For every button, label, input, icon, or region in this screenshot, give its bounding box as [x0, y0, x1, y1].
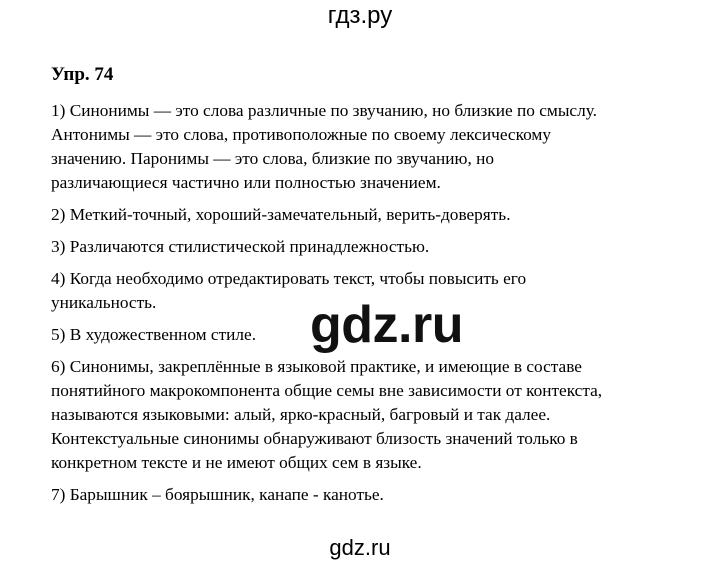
answer-7 [51, 483, 701, 507]
answer-3 [51, 235, 701, 259]
answer-line: 1) Синонимы — это слова различные по звучанию, но близкие по смыслу. [51, 101, 597, 120]
watermark-middle: gdz.ru [310, 296, 463, 354]
answer-line: уникальность. [51, 293, 157, 312]
answer-2 [51, 203, 701, 227]
answer-line: 3) Различаются стилистической принадлежностью. [51, 237, 430, 256]
answer-line: 6) Синонимы, закреплённые в языковой практике, и имеющие в составе [51, 357, 582, 376]
answer-line: 4) Когда необходимо отредактировать текст, чтобы повысить его [51, 269, 527, 288]
exercise-title: Упр. 74 [51, 64, 114, 85]
answer-line: 2) Меткий-точный, хороший-замечательный, верить-доверять. [51, 205, 511, 224]
answer-line: называются языковыми: алый, ярко-красный, багровый и так далее. [51, 405, 551, 424]
answer-1 [51, 99, 701, 195]
answer-6 [51, 355, 701, 475]
answer-line: Антонимы — это слова, противоположные по своему лексическому [51, 125, 551, 144]
answer-line: 7) Барышник – боярышник, канапе - канотье. [51, 485, 384, 504]
answer-line: Контекстуальные синонимы обнаруживают близость значений только в [51, 429, 578, 448]
answer-line: понятийного макрокомпонента общие семы вне зависимости от контекста, [51, 381, 603, 400]
answer-line: 5) В художественном стиле. [51, 325, 257, 344]
watermark-bottom: gdz.ru [329, 535, 391, 560]
answer-line: конкретном тексте и не имеют общих сем в языке. [51, 453, 422, 472]
answer-line: значению. Паронимы — это слова, близкие по звучанию, но [51, 149, 494, 168]
site-header: гдз.ру [327, 2, 393, 29]
answer-line: различающиеся частично или полностью значением. [51, 173, 441, 192]
